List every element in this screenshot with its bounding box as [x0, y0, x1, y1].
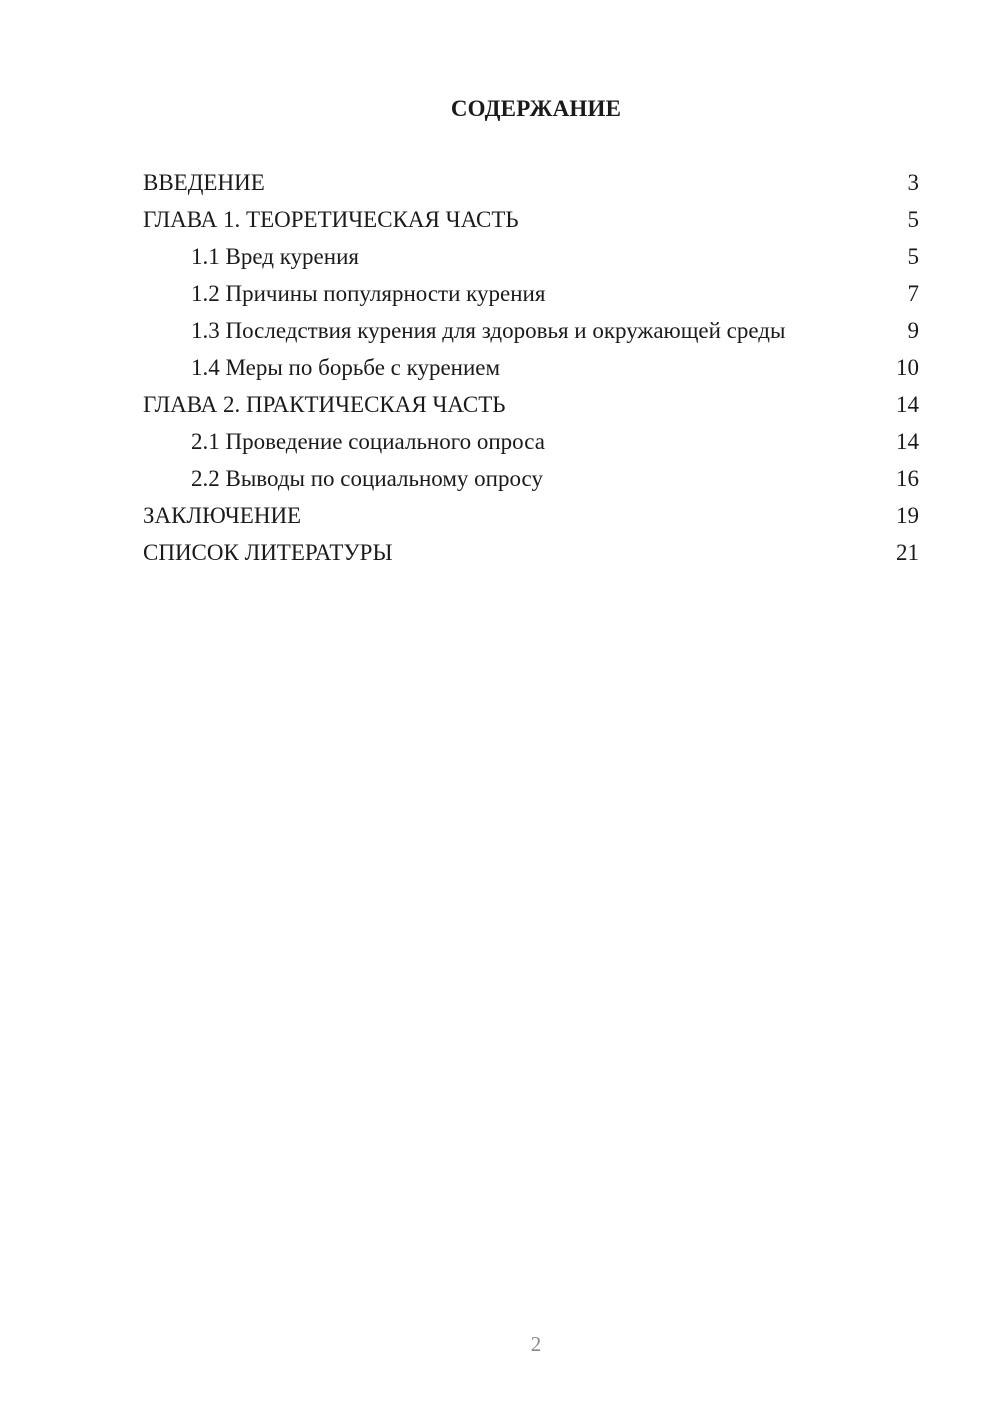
- toc-entry-page: 16: [896, 466, 919, 491]
- toc-entry-label: 2.2 Выводы по социальному опросу: [191, 466, 543, 491]
- toc-entry-label: 1.4 Меры по борьбе с курением: [191, 355, 501, 380]
- toc-entry: [143, 242, 919, 271]
- toc-entry: [143, 538, 919, 567]
- toc-entry-page: 3: [907, 170, 919, 195]
- toc-entry-label: ВВЕДЕНИЕ: [143, 170, 265, 195]
- toc-entry-label: ГЛАВА 2. ПРАКТИЧЕСКАЯ ЧАСТЬ: [143, 392, 506, 417]
- toc-title: СОДЕРЖАНИЕ: [450, 96, 622, 121]
- toc-entry-label: ГЛАВА 1. ТЕОРЕТИЧЕСКАЯ ЧАСТЬ: [143, 207, 519, 232]
- toc-entry: [143, 279, 919, 308]
- toc-entry-page: 14: [896, 392, 919, 417]
- toc-entry: [143, 427, 919, 456]
- toc-entry: [143, 205, 919, 234]
- toc-entry-page: 21: [896, 540, 919, 565]
- toc-entry-page: 7: [907, 281, 919, 306]
- table-of-contents: [143, 168, 919, 575]
- toc-entry-page: 9: [907, 318, 919, 343]
- toc-entry-page: 19: [896, 503, 919, 528]
- page-number: 2: [530, 1332, 542, 1356]
- toc-entry: [143, 501, 919, 530]
- toc-entry: [143, 168, 919, 197]
- toc-entry: [143, 316, 919, 345]
- toc-entry-label: 1.1 Вред курения: [191, 244, 359, 269]
- toc-entry-page: 5: [907, 244, 919, 269]
- toc-entry-page: 14: [896, 429, 919, 454]
- toc-entry: [143, 353, 919, 382]
- toc-entry: [143, 390, 919, 419]
- toc-entry-label: 1.3 Последствия курения для здоровья и окружающей среды: [191, 318, 786, 343]
- toc-entry-label: 2.1 Проведение социального опроса: [191, 429, 545, 454]
- toc-entry-label: СПИСОК ЛИТЕРАТУРЫ: [143, 540, 393, 565]
- toc-entry-page: 5: [907, 207, 919, 232]
- toc-entry: [143, 464, 919, 493]
- toc-entry-label: ЗАКЛЮЧЕНИЕ: [143, 503, 302, 528]
- toc-entry-label: 1.2 Причины популярности курения: [191, 281, 546, 306]
- toc-entry-page: 10: [896, 355, 919, 380]
